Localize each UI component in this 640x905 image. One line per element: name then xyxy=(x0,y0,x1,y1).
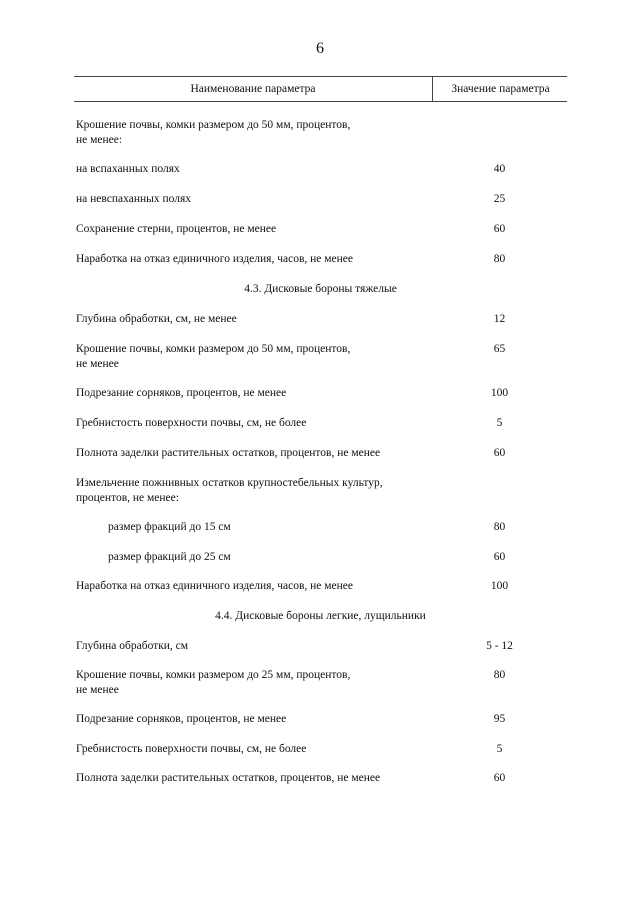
parameter-name: Подрезание сорняков, процентов, не менее xyxy=(76,387,287,399)
parameter-name: Наработка на отказ единичного изделия, часов, не менее xyxy=(76,253,354,265)
parameter-value: 5 - 12 xyxy=(486,640,513,652)
parameter-value: 12 xyxy=(493,313,506,325)
parameter-value: 65 xyxy=(493,343,506,355)
parameter-value: 100 xyxy=(490,580,509,592)
parameter-value: 80 xyxy=(493,253,506,265)
parameter-name: Крошение почвы, комки размером до 50 мм, процентов, не менее: xyxy=(76,119,351,146)
parameter-name: Гребнистость поверхности почвы, см, не более xyxy=(76,417,307,429)
parameter-name: Крошение почвы, комки размером до 50 мм, процентов, не менее xyxy=(76,343,351,370)
parameter-name: на вспаханных полях xyxy=(76,163,180,175)
parameter-value: 80 xyxy=(493,669,506,681)
parameters-table xyxy=(74,76,567,784)
parameter-name: размер фракций до 15 см xyxy=(108,521,231,533)
parameter-name: Крошение почвы, комки размером до 25 мм, процентов, не менее xyxy=(76,669,351,696)
parameter-value: 60 xyxy=(493,223,506,235)
parameter-name: Подрезание сорняков, процентов, не менее xyxy=(76,713,287,725)
section-heading: 4.3. Дисковые бороны тяжелые xyxy=(244,283,397,295)
header-parameter-value: Значение параметра xyxy=(432,77,568,101)
parameter-value: 60 xyxy=(493,551,506,563)
parameter-value: 100 xyxy=(490,387,509,399)
section-heading: 4.4. Дисковые бороны легкие, лущильники xyxy=(215,610,426,622)
parameter-name: Глубина обработки, см, не менее xyxy=(76,313,237,325)
parameter-value: 60 xyxy=(493,447,506,459)
parameter-value: 5 xyxy=(496,417,503,429)
parameter-name: размер фракций до 25 см xyxy=(108,551,231,563)
parameter-value: 40 xyxy=(493,163,506,175)
parameter-name: Наработка на отказ единичного изделия, часов, не менее xyxy=(76,580,354,592)
header-parameter-name: Наименование параметра xyxy=(190,83,316,95)
table-header xyxy=(74,76,567,102)
parameter-name: Сохранение стерни, процентов, не менее xyxy=(76,223,277,235)
parameter-name: Гребнистость поверхности почвы, см, не более xyxy=(76,743,307,755)
parameter-value: 60 xyxy=(493,772,506,784)
parameter-value: 5 xyxy=(496,743,503,755)
parameter-name: Измельчение пожнивных остатков крупностебельных культур, процентов, не менее: xyxy=(76,477,383,504)
parameter-value: 95 xyxy=(493,713,506,725)
parameter-name: Глубина обработки, см xyxy=(76,640,189,652)
parameter-name: Полнота заделки растительных остатков, процентов, не менее xyxy=(76,772,381,784)
parameter-name: Полнота заделки растительных остатков, процентов, не менее xyxy=(76,447,381,459)
page-number: 6 xyxy=(316,40,324,57)
parameter-value: 80 xyxy=(493,521,506,533)
parameter-value: 25 xyxy=(493,193,506,205)
parameter-name: на невспаханных полях xyxy=(76,193,192,205)
